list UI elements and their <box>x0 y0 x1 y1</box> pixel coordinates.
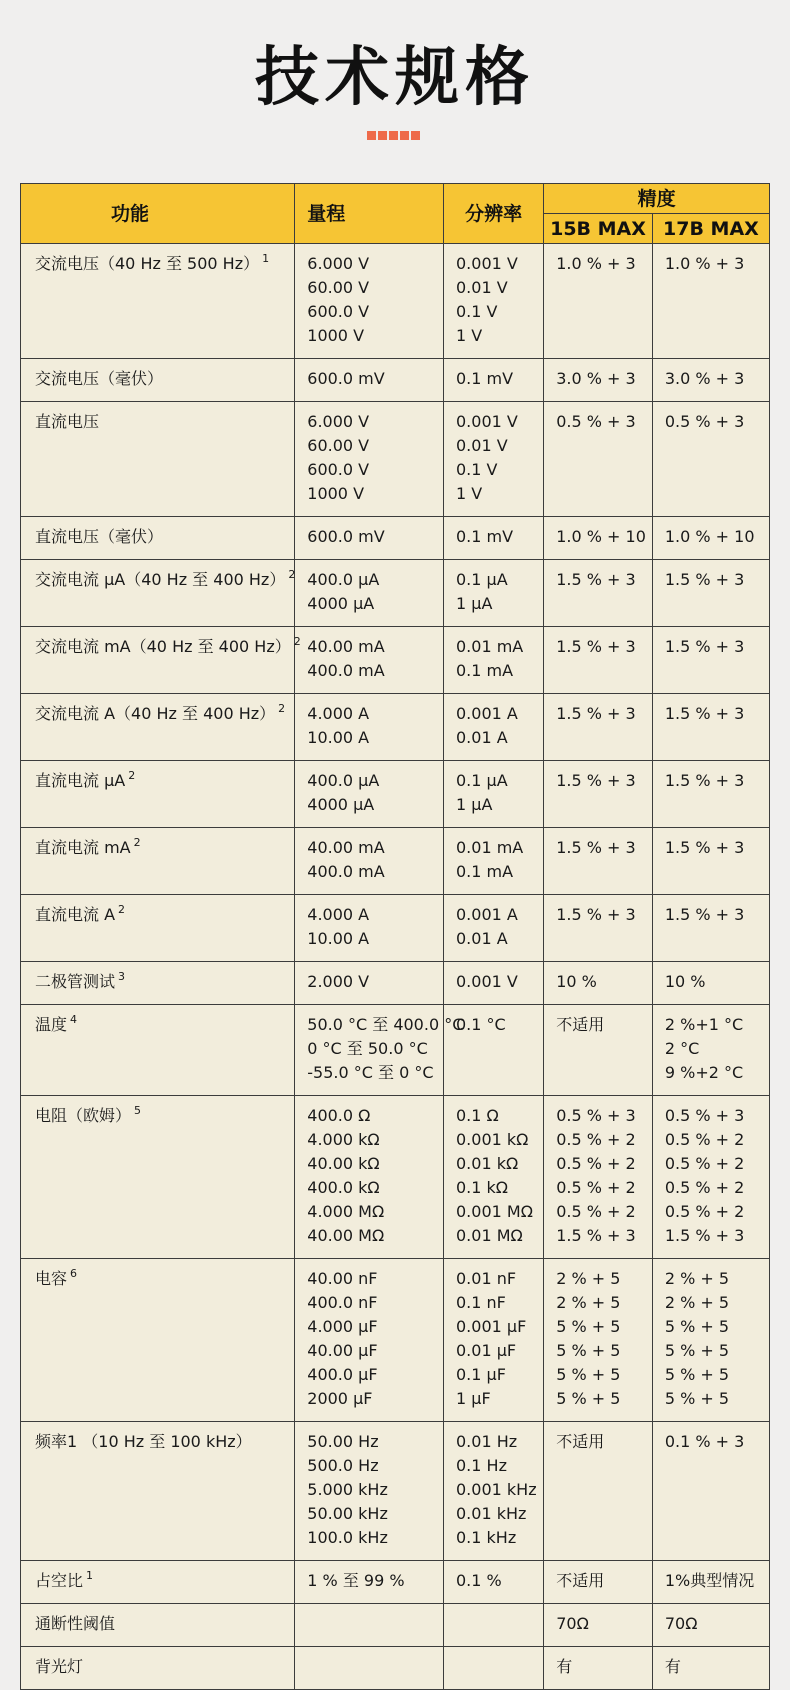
function-label: 直流电流 mA <box>35 838 131 857</box>
cell-range <box>295 828 444 895</box>
cell-value: 40.00 mA <box>307 637 385 656</box>
header-model-17b: 17B MAX <box>652 214 769 244</box>
cell-range <box>295 1005 464 1096</box>
cell-value: 0.1 µA <box>456 570 508 589</box>
cell-accuracy-17b <box>652 517 769 560</box>
cell-value: 400.0 µA <box>307 570 380 589</box>
cell-resolution <box>444 402 544 517</box>
cell-accuracy-17b <box>652 962 769 1005</box>
cell-range <box>295 1422 444 1561</box>
cell-resolution <box>444 694 544 761</box>
function-label: 直流电流 A <box>35 905 116 924</box>
cell-value: 3.0 % + 3 <box>664 369 745 388</box>
page-title: 技术规格 <box>255 41 535 115</box>
cell-accuracy-15b <box>544 627 653 694</box>
cell-value: 2000 µF <box>307 1389 373 1408</box>
cell-value: -55.0 °C 至 0 °C <box>307 1063 434 1082</box>
cell-value: 有 <box>556 1657 573 1676</box>
function-label: 占空比 <box>35 1571 84 1590</box>
cell-value: 0.1 V <box>456 460 498 479</box>
cell-resolution <box>444 359 544 402</box>
cell-value: 4000 µA <box>307 795 375 814</box>
table-row <box>21 895 770 962</box>
cell-function <box>21 694 295 761</box>
function-label: 频率1 （10 Hz 至 100 kHz） <box>35 1432 252 1451</box>
cell-value: 4000 µA <box>307 594 375 613</box>
cell-value: 400.0 µF <box>307 1365 378 1384</box>
footnote-marker: 2 <box>293 635 301 648</box>
cell-value: 60.00 V <box>307 436 370 455</box>
function-label: 交流电流 A（40 Hz 至 400 Hz） <box>35 704 276 723</box>
cell-value: 0.001 V <box>456 972 518 991</box>
cell-accuracy-15b <box>544 1422 653 1561</box>
cell-range <box>295 761 444 828</box>
cell-value: 0.5 % + 2 <box>556 1202 636 1221</box>
function-label: 电阻（欧姆） <box>35 1106 132 1125</box>
cell-value: 0.01 Hz <box>456 1432 518 1451</box>
cell-value: 1.5 % + 3 <box>664 570 745 589</box>
cell-value: 5 % + 5 <box>556 1317 621 1336</box>
footnote-marker: 5 <box>134 1104 142 1117</box>
cell-accuracy-15b <box>544 761 653 828</box>
cell-value: 50.00 Hz <box>307 1432 379 1451</box>
cell-resolution <box>444 517 544 560</box>
cell-function <box>21 895 295 962</box>
cell-value: 70Ω <box>664 1614 698 1633</box>
cell-accuracy-17b <box>652 627 769 694</box>
cell-value: 0.01 A <box>456 728 508 747</box>
cell-value: 4.000 A <box>307 704 370 723</box>
cell-value: 40.00 nF <box>307 1269 378 1288</box>
cell-value: 600.0 V <box>307 460 370 479</box>
cell-value: 0.5 % + 2 <box>664 1178 745 1197</box>
function-label: 交流电压（40 Hz 至 500 Hz） <box>35 254 260 273</box>
footnote-marker: 2 <box>133 836 141 849</box>
cell-value: 10.00 A <box>307 929 370 948</box>
cell-value: 有 <box>664 1657 681 1676</box>
cell-value: 500.0 Hz <box>307 1456 379 1475</box>
cell-accuracy-15b <box>544 517 653 560</box>
cell-value: 1.5 % + 3 <box>556 704 636 723</box>
header-range: 量程 <box>295 184 444 244</box>
cell-value: 0.5 % + 3 <box>664 412 745 431</box>
cell-value: 1.5 % + 3 <box>664 704 745 723</box>
cell-accuracy-17b <box>652 359 769 402</box>
cell-range <box>295 560 444 627</box>
cell-value: 0.01 µF <box>456 1341 517 1360</box>
cell-value: 0.1 nF <box>456 1293 506 1312</box>
spec-table <box>20 183 770 1690</box>
cell-resolution <box>444 560 544 627</box>
cell-function <box>21 828 295 895</box>
cell-range <box>295 895 444 962</box>
footnote-marker: 2 <box>288 568 296 581</box>
cell-value: 1.0 % + 10 <box>664 527 755 546</box>
cell-value: 0.01 mA <box>456 838 524 857</box>
table-row <box>21 627 770 694</box>
cell-value: 0.01 kΩ <box>456 1154 519 1173</box>
cell-value: 50.00 kHz <box>307 1504 388 1523</box>
table-row <box>21 402 770 517</box>
cell-value: 0.5 % + 3 <box>556 412 636 431</box>
cell-resolution <box>444 1259 544 1422</box>
cell-resolution <box>444 1096 544 1259</box>
cell-value: 1.0 % + 10 <box>556 527 646 546</box>
cell-value: 0.1 µF <box>456 1365 506 1384</box>
cell-range <box>295 694 444 761</box>
footnote-marker: 2 <box>118 903 126 916</box>
cell-value: 5 % + 5 <box>664 1389 730 1408</box>
cell-resolution <box>444 895 544 962</box>
table-row <box>21 244 770 359</box>
cell-accuracy-17b <box>652 1561 769 1604</box>
cell-value: 0.1 Hz <box>456 1456 507 1475</box>
cell-value: 10 % <box>556 972 597 991</box>
cell-value: 10.00 A <box>307 728 370 747</box>
cell-range <box>295 1259 444 1422</box>
cell-value: 1.5 % + 3 <box>664 637 745 656</box>
cell-range <box>295 1604 444 1647</box>
function-label: 交流电压（毫伏） <box>35 369 164 388</box>
cell-function <box>21 761 295 828</box>
cell-value: 0.1 kΩ <box>456 1178 509 1197</box>
cell-value: 1.5 % + 3 <box>556 1226 636 1245</box>
cell-accuracy-17b <box>652 244 769 359</box>
cell-value: 40.00 mA <box>307 838 385 857</box>
cell-value: 0.01 A <box>456 929 508 948</box>
cell-range <box>295 244 444 359</box>
cell-value: 1.5 % + 3 <box>664 771 745 790</box>
cell-value: 0.1 µA <box>456 771 508 790</box>
cell-function <box>21 560 295 627</box>
cell-accuracy-15b <box>544 1647 653 1690</box>
table-row <box>21 359 770 402</box>
cell-value: 1000 V <box>307 326 365 345</box>
footnote-marker: 6 <box>70 1267 78 1280</box>
function-label: 交流电流 mA（40 Hz 至 400 Hz） <box>35 637 291 656</box>
cell-value: 5 % + 5 <box>664 1317 730 1336</box>
cell-value: 0.1 mV <box>456 527 514 546</box>
cell-value: 1.5 % + 3 <box>556 570 636 589</box>
cell-range <box>295 1096 444 1259</box>
cell-value: 4.000 kΩ <box>307 1130 380 1149</box>
cell-accuracy-17b <box>652 828 769 895</box>
cell-accuracy-15b <box>544 694 653 761</box>
table-row <box>21 1604 770 1647</box>
cell-value: 2 %+1 °C <box>664 1015 744 1034</box>
cell-value: 50.0 °C 至 400.0 °C <box>307 1015 464 1034</box>
cell-value: 5.000 kHz <box>307 1480 388 1499</box>
table-row <box>21 962 770 1005</box>
cell-value: 不适用 <box>556 1571 605 1590</box>
cell-value: 1.5 % + 3 <box>556 637 636 656</box>
header-model-15b: 15B MAX <box>544 214 653 244</box>
cell-value: 不适用 <box>556 1432 605 1451</box>
cell-value: 0.001 kHz <box>456 1480 537 1499</box>
cell-value: 6.000 V <box>307 412 370 431</box>
cell-value: 0.01 mA <box>456 637 524 656</box>
cell-value: 1000 V <box>307 484 365 503</box>
cell-value: 5 % + 5 <box>556 1365 621 1384</box>
cell-value: 0.001 A <box>456 704 518 723</box>
cell-value: 5 % + 5 <box>556 1389 621 1408</box>
cell-resolution <box>444 962 544 1005</box>
cell-value: 0.5 % + 2 <box>556 1130 636 1149</box>
cell-value: 1.0 % + 3 <box>556 254 636 273</box>
cell-value: 0.5 % + 2 <box>664 1154 745 1173</box>
cell-value: 70Ω <box>556 1614 589 1633</box>
cell-value: 0.1 °C <box>456 1015 506 1034</box>
cell-accuracy-17b <box>652 895 769 962</box>
header-function: 功能 <box>21 184 295 244</box>
cell-value: 400.0 Ω <box>307 1106 371 1125</box>
cell-value: 1 µF <box>456 1389 491 1408</box>
cell-value: 0.1 kHz <box>456 1528 517 1547</box>
cell-value: 4.000 µF <box>307 1317 378 1336</box>
table-row <box>21 1005 770 1096</box>
cell-value: 600.0 mV <box>307 527 385 546</box>
cell-accuracy-17b <box>652 694 769 761</box>
function-label: 电容 <box>35 1269 68 1288</box>
function-label: 温度 <box>35 1015 68 1034</box>
cell-value: 不适用 <box>556 1015 605 1034</box>
cell-function <box>21 1422 295 1561</box>
cell-value: 2 % + 5 <box>556 1269 621 1288</box>
cell-accuracy-15b <box>544 962 653 1005</box>
cell-range <box>295 1647 444 1690</box>
cell-accuracy-15b <box>544 1096 653 1259</box>
table-row <box>21 560 770 627</box>
cell-value: 400.0 µA <box>307 771 380 790</box>
cell-value: 0.5 % + 3 <box>664 1106 745 1125</box>
cell-value: 0 °C 至 50.0 °C <box>307 1039 428 1058</box>
cell-value: 10 % <box>664 972 706 991</box>
cell-value: 1.5 % + 3 <box>664 1226 745 1245</box>
cell-value: 0.1 mA <box>456 862 514 881</box>
cell-function <box>21 517 295 560</box>
cell-accuracy-15b <box>544 560 653 627</box>
cell-value: 400.0 kΩ <box>307 1178 380 1197</box>
function-label: 直流电压 <box>35 412 100 431</box>
cell-accuracy-17b <box>652 761 769 828</box>
cell-value: 0.01 V <box>456 436 508 455</box>
cell-value: 0.001 V <box>456 412 518 431</box>
cell-accuracy-15b <box>544 1561 653 1604</box>
cell-accuracy-17b <box>652 402 769 517</box>
cell-value: 1.5 % + 3 <box>664 838 745 857</box>
cell-value: 0.01 nF <box>456 1269 517 1288</box>
cell-resolution <box>444 828 544 895</box>
cell-value: 0.1 V <box>456 302 498 321</box>
cell-value: 4.000 MΩ <box>307 1202 385 1221</box>
table-row <box>21 828 770 895</box>
cell-value: 1.5 % + 3 <box>664 905 745 924</box>
cell-value: 2 °C <box>664 1039 700 1058</box>
table-row <box>21 1259 770 1422</box>
cell-function <box>21 627 301 694</box>
cell-value: 0.001 kΩ <box>456 1130 529 1149</box>
table-row <box>21 1422 770 1561</box>
cell-range <box>295 402 444 517</box>
cell-accuracy-15b <box>544 1005 653 1096</box>
cell-value: 1 µA <box>456 795 493 814</box>
cell-value: 0.001 A <box>456 905 518 924</box>
cell-resolution <box>444 1561 544 1604</box>
cell-value: 6.000 V <box>307 254 370 273</box>
table-row <box>21 694 770 761</box>
footnote-marker: 1 <box>86 1569 94 1582</box>
footnote-marker: 2 <box>128 769 136 782</box>
footnote-marker: 4 <box>70 1013 78 1026</box>
cell-value: 60.00 V <box>307 278 370 297</box>
title-decoration <box>367 131 421 140</box>
cell-value: 5 % + 5 <box>664 1341 730 1360</box>
cell-value: 0.001 V <box>456 254 518 273</box>
cell-value: 600.0 mV <box>307 369 385 388</box>
cell-value: 0.1 Ω <box>456 1106 499 1125</box>
table-row <box>21 1096 770 1259</box>
cell-accuracy-17b <box>652 1259 769 1422</box>
footnote-marker: 1 <box>262 252 270 265</box>
cell-value: 1 µA <box>456 594 493 613</box>
cell-accuracy-15b <box>544 828 653 895</box>
cell-function <box>21 1604 295 1647</box>
cell-value: 400.0 mA <box>307 661 385 680</box>
cell-value: 40.00 MΩ <box>307 1226 385 1245</box>
table-row <box>21 1561 770 1604</box>
cell-function <box>21 962 295 1005</box>
cell-value: 1.5 % + 3 <box>556 905 636 924</box>
cell-range <box>295 1561 444 1604</box>
header-accuracy: 精度 <box>544 184 770 214</box>
cell-accuracy-17b <box>652 1005 769 1096</box>
cell-function <box>21 359 295 402</box>
cell-value: 40.00 µF <box>307 1341 378 1360</box>
cell-function <box>21 1259 295 1422</box>
cell-resolution <box>444 1005 544 1096</box>
cell-value: 1.5 % + 3 <box>556 838 636 857</box>
cell-accuracy-17b <box>652 1647 769 1690</box>
table-row <box>21 517 770 560</box>
cell-resolution <box>444 1604 544 1647</box>
cell-range <box>295 627 444 694</box>
function-label: 直流电流 µA <box>35 771 126 790</box>
cell-value: 0.5 % + 2 <box>664 1130 745 1149</box>
cell-value: 2.000 V <box>307 972 370 991</box>
cell-range <box>295 517 444 560</box>
footnote-marker: 2 <box>278 702 286 715</box>
cell-accuracy-15b <box>544 402 653 517</box>
cell-value: 0.5 % + 2 <box>556 1154 636 1173</box>
footnote-marker: 3 <box>118 970 126 983</box>
cell-value: 5 % + 5 <box>664 1365 730 1384</box>
function-label: 背光灯 <box>35 1657 84 1676</box>
cell-value: 0.1 % + 3 <box>664 1432 745 1451</box>
cell-value: 400.0 mA <box>307 862 385 881</box>
cell-function <box>21 1561 295 1604</box>
function-label: 二极管测试 <box>35 972 116 991</box>
cell-resolution <box>444 244 544 359</box>
cell-resolution <box>444 1422 544 1561</box>
cell-value: 1 % 至 99 % <box>307 1571 405 1590</box>
cell-accuracy-17b <box>652 1422 769 1561</box>
cell-value: 1 V <box>456 484 483 503</box>
cell-value: 0.01 MΩ <box>456 1226 523 1245</box>
cell-value: 0.5 % + 3 <box>556 1106 636 1125</box>
cell-value: 2 % + 5 <box>556 1293 621 1312</box>
cell-resolution <box>444 1647 544 1690</box>
function-label: 通断性阈值 <box>35 1614 116 1633</box>
cell-value: 4.000 A <box>307 905 370 924</box>
function-label: 交流电流 µA（40 Hz 至 400 Hz） <box>35 570 286 589</box>
cell-value: 600.0 V <box>307 302 370 321</box>
cell-value: 0.001 µF <box>456 1317 527 1336</box>
cell-value: 1 V <box>456 326 483 345</box>
cell-accuracy-15b <box>544 1604 653 1647</box>
cell-resolution <box>444 627 544 694</box>
cell-function <box>21 1647 295 1690</box>
table-row <box>21 761 770 828</box>
cell-value: 5 % + 5 <box>556 1341 621 1360</box>
cell-value: 0.1 % <box>456 1571 502 1590</box>
function-label: 直流电压（毫伏） <box>35 527 164 546</box>
cell-value: 0.1 mA <box>456 661 514 680</box>
cell-value: 1.0 % + 3 <box>664 254 745 273</box>
cell-function <box>21 1005 295 1096</box>
cell-value: 0.01 kHz <box>456 1504 527 1523</box>
cell-value: 9 %+2 °C <box>664 1063 744 1082</box>
cell-function <box>21 402 295 517</box>
cell-function <box>21 244 295 359</box>
cell-accuracy-17b <box>652 560 769 627</box>
cell-value: 1%典型情况 <box>664 1571 755 1590</box>
cell-accuracy-17b <box>652 1604 769 1647</box>
cell-value: 0.5 % + 2 <box>556 1178 636 1197</box>
cell-accuracy-15b <box>544 895 653 962</box>
cell-range <box>295 962 444 1005</box>
cell-value: 1.5 % + 3 <box>556 771 636 790</box>
cell-value: 2 % + 5 <box>664 1293 730 1312</box>
cell-value: 40.00 kΩ <box>307 1154 380 1173</box>
cell-value: 0.5 % + 2 <box>664 1202 745 1221</box>
cell-accuracy-15b <box>544 359 653 402</box>
cell-value: 100.0 kHz <box>307 1528 388 1547</box>
cell-value: 0.001 MΩ <box>456 1202 533 1221</box>
cell-value: 0.01 V <box>456 278 508 297</box>
table-row <box>21 1647 770 1690</box>
cell-resolution <box>444 761 544 828</box>
cell-accuracy-15b <box>544 1259 653 1422</box>
cell-value: 3.0 % + 3 <box>556 369 636 388</box>
cell-value: 0.1 mV <box>456 369 514 388</box>
cell-range <box>295 359 444 402</box>
cell-value: 2 % + 5 <box>664 1269 730 1288</box>
header-resolution: 分辨率 <box>444 184 544 244</box>
cell-accuracy-17b <box>652 1096 769 1259</box>
cell-function <box>21 1096 295 1259</box>
cell-accuracy-15b <box>544 244 653 359</box>
cell-value: 400.0 nF <box>307 1293 378 1312</box>
